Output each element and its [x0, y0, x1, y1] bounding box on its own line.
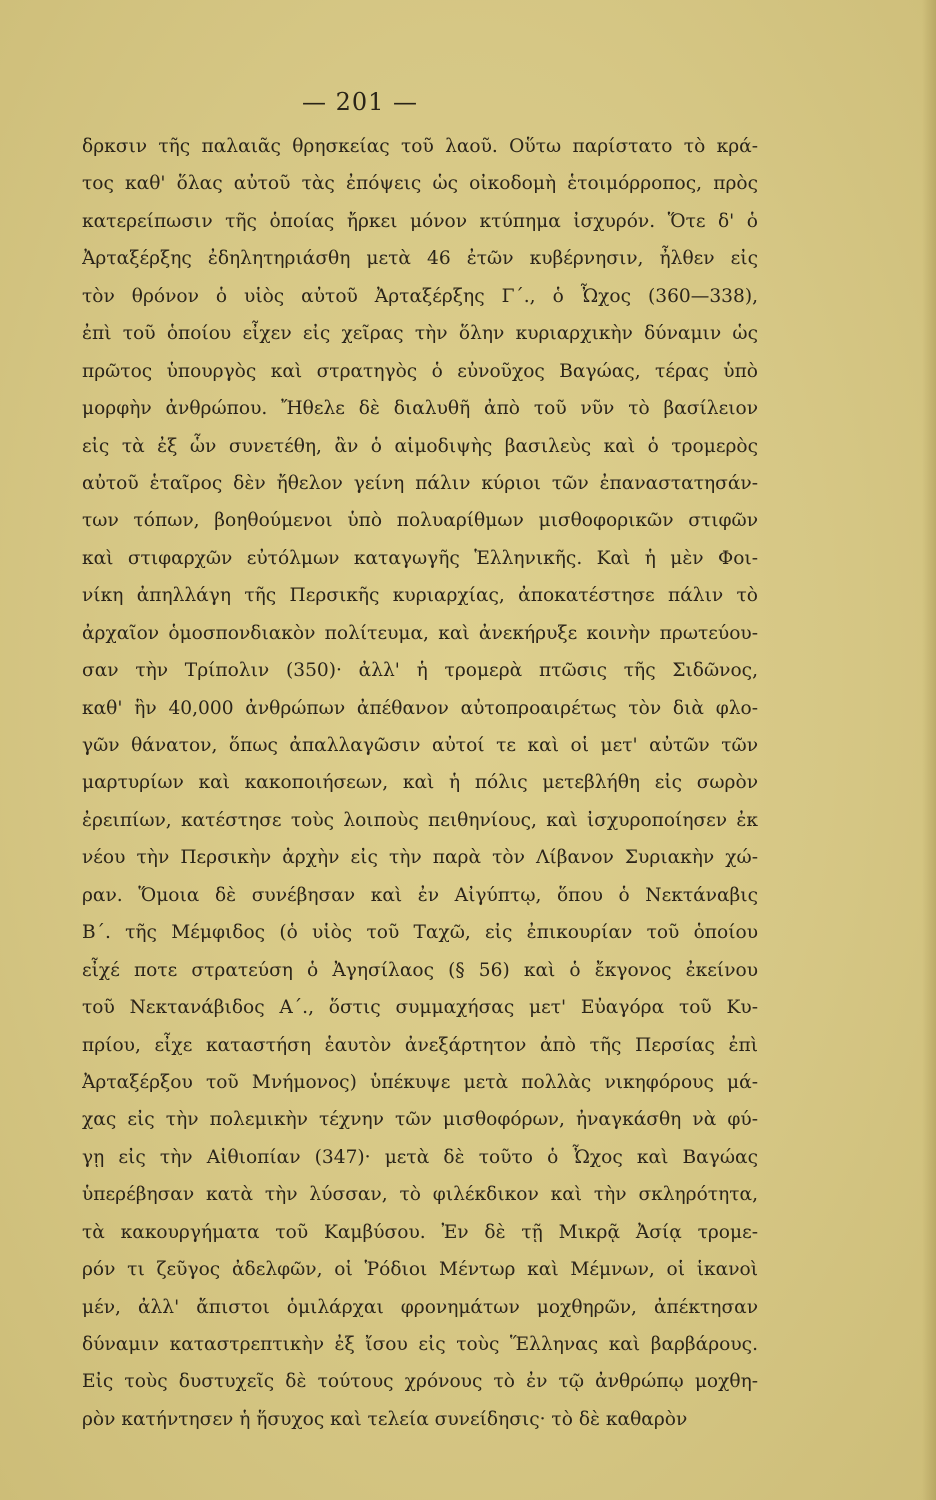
- text-line: μέν, ἀλλ' ἄπιστοι ὁμιλάρχαι φρονημάτων μοχθηρῶν, ἀπέκτησαν: [82, 1296, 758, 1318]
- text-line: ἀρχαῖον ὁμοσπονδιακὸν πολίτευμα, καὶ ἀνεκήρυξε κοινὴν πρωτεύου-: [82, 622, 758, 644]
- text-line: χας εἰς τὴν πολεμικὴν τέχνην τῶν μισθοφόρων, ἠναγκάσθη νὰ φύ-: [82, 1109, 758, 1131]
- text-line: τος καθ' ὅλας αὐτοῦ τὰς ἐπόψεις ὡς οἰκοδομὴ ἑτοιμόρροπος, πρὸς: [82, 173, 758, 195]
- text-line: Εἰς τοὺς δυστυχεῖς δὲ τούτους χρόνους τὸ ἐν τῷ ἀνθρώπῳ μοχθη-: [82, 1371, 758, 1393]
- text-line: εἶχέ ποτε στρατεύση ὁ Ἀγησίλαος (§ 56) καὶ ὁ ἔκγονος ἐκείνου: [82, 959, 758, 981]
- text-line: δρκσιν τῆς παλαιᾶς θρησκείας τοῦ λαοῦ. Οὕτω παρίστατο τὸ κρά-: [82, 136, 758, 157]
- body-text: [82, 128, 758, 1438]
- text-line: τὸν θρόνον ὁ υἱὸς αὐτοῦ Ἀρταξέρξης Γ΄., ὁ Ὦχος (360—338),: [82, 285, 758, 307]
- text-line: ἐρειπίων, κατέστησε τοὺς λοιποὺς πειθηνίους, καὶ ἰσχυροποίησεν ἐκ: [82, 809, 758, 831]
- text-line: δύναμιν καταστρεπτικὴν ἐξ ἴσου εἰς τοὺς Ἕλληνας καὶ βαρβάρους.: [82, 1334, 758, 1355]
- text-line: νίκη ἀπηλλάγη τῆς Περσικῆς κυριαρχίας, ἀποκατέστησε πάλιν τὸ: [82, 585, 758, 607]
- text-line: Ἀρταξέρξου τοῦ Μνήμονος) ὑπέκυψε μετὰ πολλὰς νικηφόρους μά-: [82, 1071, 758, 1093]
- text-line: γῶν θάνατον, ὅπως ἀπαλλαγῶσιν αὐτοί τε καὶ οἱ μετ' αὐτῶν τῶν: [82, 735, 758, 756]
- text-line: ραν. Ὅμοια δὲ συνέβησαν καὶ ἐν Αἰγύπτῳ, ὅπου ὁ Νεκτάναβις: [82, 884, 758, 906]
- text-line: Β΄. τῆς Μέμφιδος (ὁ υἱὸς τοῦ Ταχῶ, εἰς ἐπικουρίαν τοῦ ὁποίου: [82, 922, 758, 944]
- text-line: ρὸν κατήντησεν ἡ ἥσυχος καὶ τελεία συνείδησις· τὸ δὲ καθαρὸν: [82, 1408, 688, 1430]
- text-line: σαν τὴν Τρίπολιν (350)· ἀλλ' ἡ τρομερὰ πτῶσις τῆς Σιδῶνος,: [82, 660, 758, 682]
- text-line: πρίου, εἶχε καταστήση ἑαυτὸν ἀνεξάρτητον ἀπὸ τῆς Περσίας ἐπὶ: [82, 1034, 758, 1056]
- text-line: ὑπερέβησαν κατὰ τὴν λύσσαν, τὸ φιλέκδικον καὶ τὴν σκληρότητα,: [82, 1184, 758, 1206]
- text-line: ρόν τι ζεῦγος ἀδελφῶν, οἱ Ῥόδιοι Μέντωρ καὶ Μέμνων, οἱ ἱκανοὶ: [82, 1259, 758, 1281]
- text-line: γῃ εἰς τὴν Αἰθιοπίαν (347)· μετὰ δὲ τοῦτο ὁ Ὦχος καὶ Βαγώας: [82, 1146, 758, 1168]
- text-line: μαρτυρίων καὶ κακοποιήσεων, καὶ ἡ πόλις μετεβλήθη εἰς σωρὸν: [82, 772, 758, 794]
- text-line: καὶ στιφαρχῶν εὐτόλμων καταγωγῆς Ἑλληνικῆς. Καὶ ἡ μὲν Φοι-: [82, 547, 758, 569]
- text-line: τὰ κακουργήματα τοῦ Καμβύσου. Ἐν δὲ τῇ Μικρᾷ Ἀσίᾳ τρομε-: [82, 1221, 758, 1243]
- text-line: Ἀρταξέρξης ἐδηλητηριάσθη μετὰ 46 ἐτῶν κυβέρνησιν, ἦλθεν εἰς: [82, 248, 758, 270]
- text-line: των τόπων, βοηθούμενοι ὑπὸ πολυαρίθμων μισθοφορικῶν στιφῶν: [82, 510, 758, 532]
- text-line: ἐπὶ τοῦ ὁποίου εἶχεν εἰς χεῖρας τὴν ὅλην κυριαρχικὴν δύναμιν ὡς: [82, 323, 758, 345]
- text-line: κατερείπωσιν τῆς ὁποίας ἤρκει μόνον κτύπημα ἰσχυρόν. Ὅτε δ' ὁ: [82, 210, 758, 232]
- page-edge-shadow: [922, 0, 936, 1500]
- text-line: αὐτοῦ ἑταῖρος δὲν ἤθελον γείνη πάλιν κύριοι τῶν ἐπαναστατησάν-: [82, 472, 758, 494]
- text-line: καθ' ἣν 40,000 ἀνθρώπων ἀπέθανον αὐτοπροαιρέτως τὸν διὰ φλο-: [82, 697, 758, 719]
- text-line: εἰς τὰ ἐξ ὧν συνετέθη, ἂν ὁ αἱμοδιψὴς βασιλεὺς καὶ ὁ τρομερὸς: [82, 435, 758, 457]
- text-line: μορφὴν ἀνθρώπου. Ἤθελε δὲ διαλυθῆ ἀπὸ τοῦ νῦν τὸ βασίλειον: [82, 398, 758, 420]
- text-line: τοῦ Νεκτανάβιδος Α΄., ὅστις συμμαχήσας μετ' Εὐαγόρα τοῦ Κυ-: [82, 997, 758, 1019]
- text-line: νέου τὴν Περσικὴν ἀρχὴν εἰς τὴν παρὰ τὸν Λίβανον Συριακὴν χώ-: [82, 847, 758, 869]
- text-line: πρῶτος ὑπουργὸς καὶ στρατηγὸς ὁ εὐνοῦχος Βαγώας, τέρας ὑπὸ: [82, 360, 758, 382]
- page-number: — 201 —: [301, 88, 419, 116]
